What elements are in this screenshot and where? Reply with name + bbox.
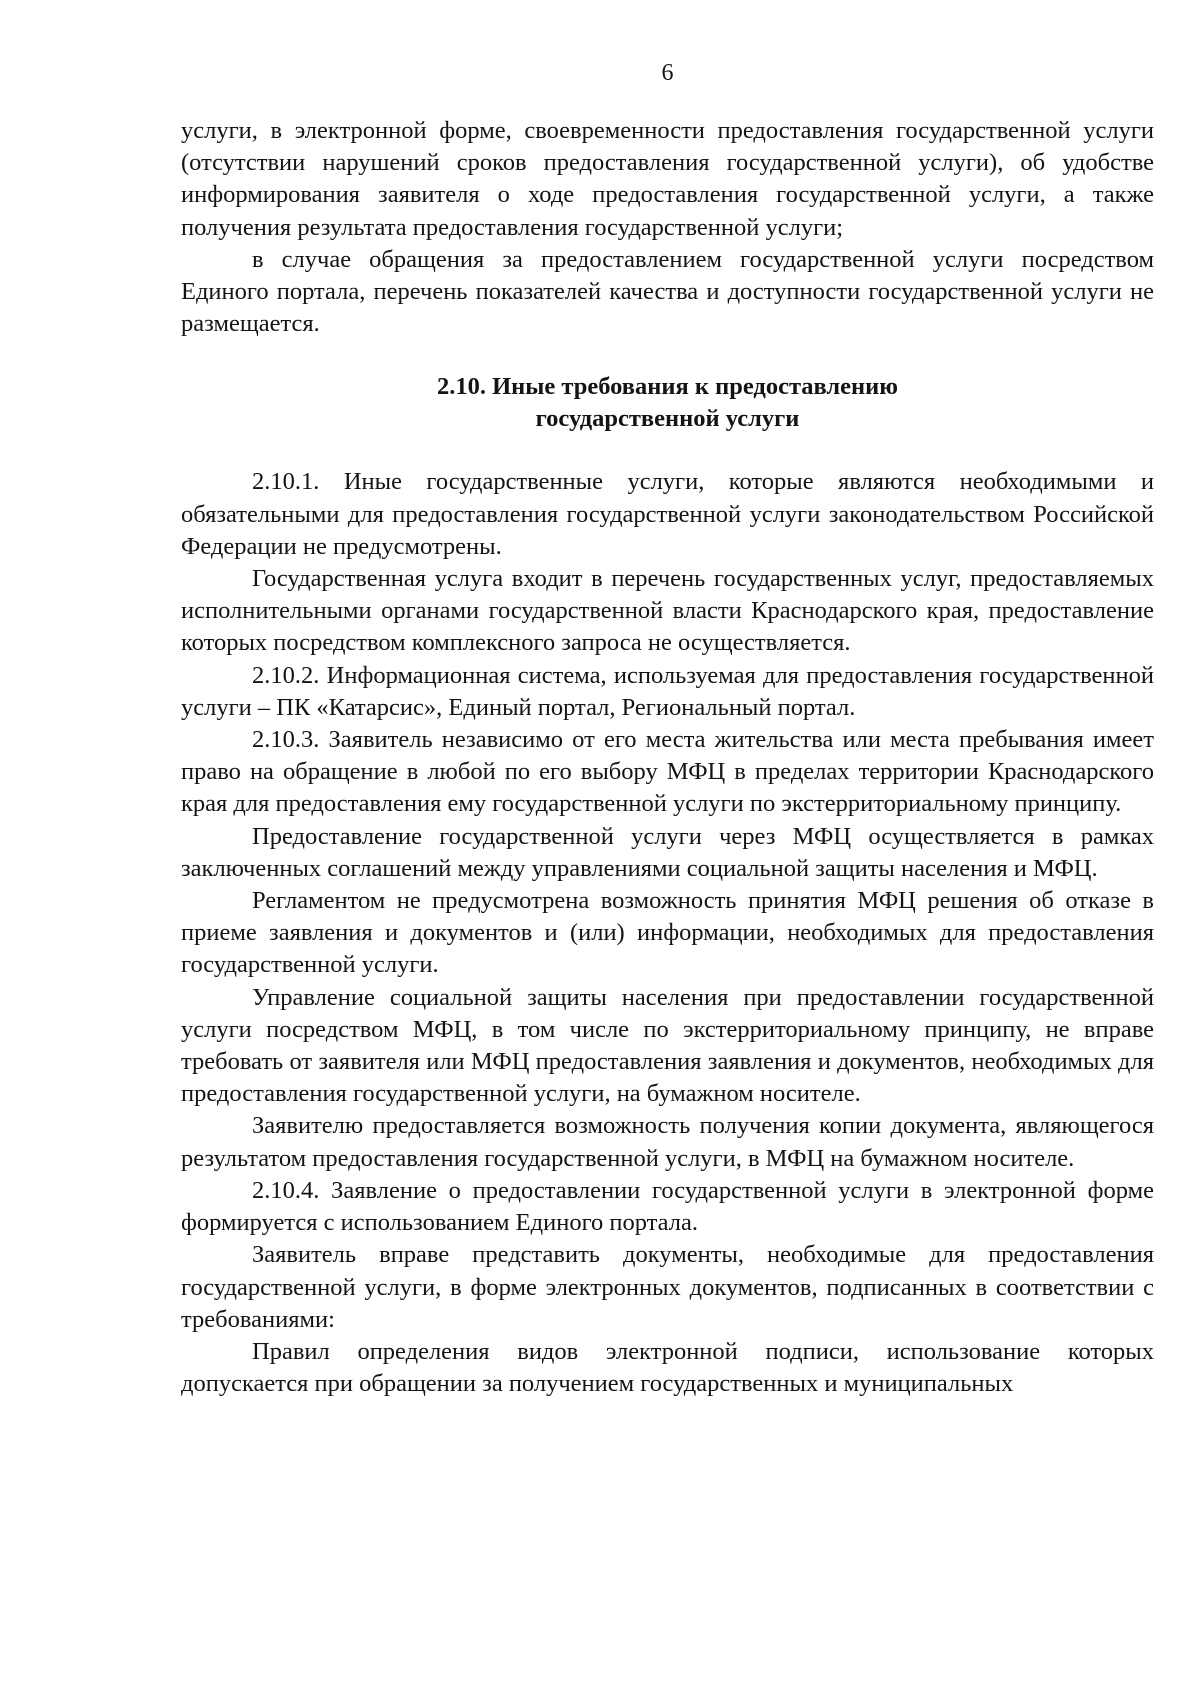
section-heading-line: государственной услуги <box>535 405 800 433</box>
paragraph: Государственная услуга входит в перечень государственных услуг, предоставляемых исполнительными органами государственной власти Краснодарского края, предоставление которых посредством комплексного запроса не осуществляется. <box>181 565 1154 657</box>
paragraph: Предоставление государственной услуги через МФЦ осуществляется в рамках заключенных соглашений между управлениями социальной защиты населения и МФЦ. <box>181 822 1154 882</box>
paragraph: 2.10.3. Заявитель независимо от его места жительства или места пребывания имеет право на обращение в любой по его выбору МФЦ в пределах территории Краснодарского края для предоставления ему государственной услуги по экстерриториальному принципу. <box>181 726 1154 818</box>
paragraph: Заявителю предоставляется возможность получения копии документа, являющегося результатом предоставления государственной услуги, в МФЦ на бумажном носителе. <box>181 1112 1154 1172</box>
paragraph: Управление социальной защиты населения при предоставлении государственной услуги посредством МФЦ, в том числе по экстерриториальному принципу, не вправе требовать от заявителя или МФЦ предоставления заявления и документов, необходимых для предоставления государственной услуги, на бумажном носителе. <box>181 983 1154 1108</box>
paragraph: Регламентом не предусмотрена возможность принятия МФЦ решения об отказе в приеме заявления и документов и (или) информации, необходимых для предоставления государственной услуги. <box>181 887 1154 979</box>
paragraph: в случае обращения за предоставлением государственной услуги посредством Единого портала, перечень показателей качества и доступности государственной услуги не размещается. <box>181 245 1154 338</box>
paragraph: 2.10.2. Информационная система, используемая для предоставления государственной услуги – ПК «Катарсис», Единый портал, Региональный портал. <box>181 661 1154 721</box>
page-number: 6 <box>661 60 674 86</box>
paragraph: Правил определения видов электронной подписи, использование которых допускается при обращении за получением государственных и муниципальных <box>181 1337 1154 1398</box>
paragraph-continued: услуги, в электронной форме, своевременности предоставления государственной услуги (отсутствии нарушений сроков предоставления государственной услуги), об удобстве информирования заявителя о ходе предоставления государственной услуги, а также получения результата предоставления государственной услуги; <box>181 117 1154 241</box>
paragraph: Заявитель вправе представить документы, необходимые для предоставления государственной услуги, в форме электронных документов, подписанных в соответствии с требованиями: <box>181 1241 1154 1333</box>
section-heading <box>181 371 1154 435</box>
paragraph: 2.10.1. Иные государственные услуги, которые являются необходимыми и обязательными для предоставления государственной услуги законодательством Российской Федерации не предусмотрены. <box>181 468 1154 560</box>
section-heading-line: 2.10. Иные требования к предоставлению <box>436 373 899 401</box>
paragraph: 2.10.4. Заявление о предоставлении государственной услуги в электронной форме формируется с использованием Единого портала. <box>181 1176 1154 1237</box>
document-body <box>181 115 1154 1400</box>
